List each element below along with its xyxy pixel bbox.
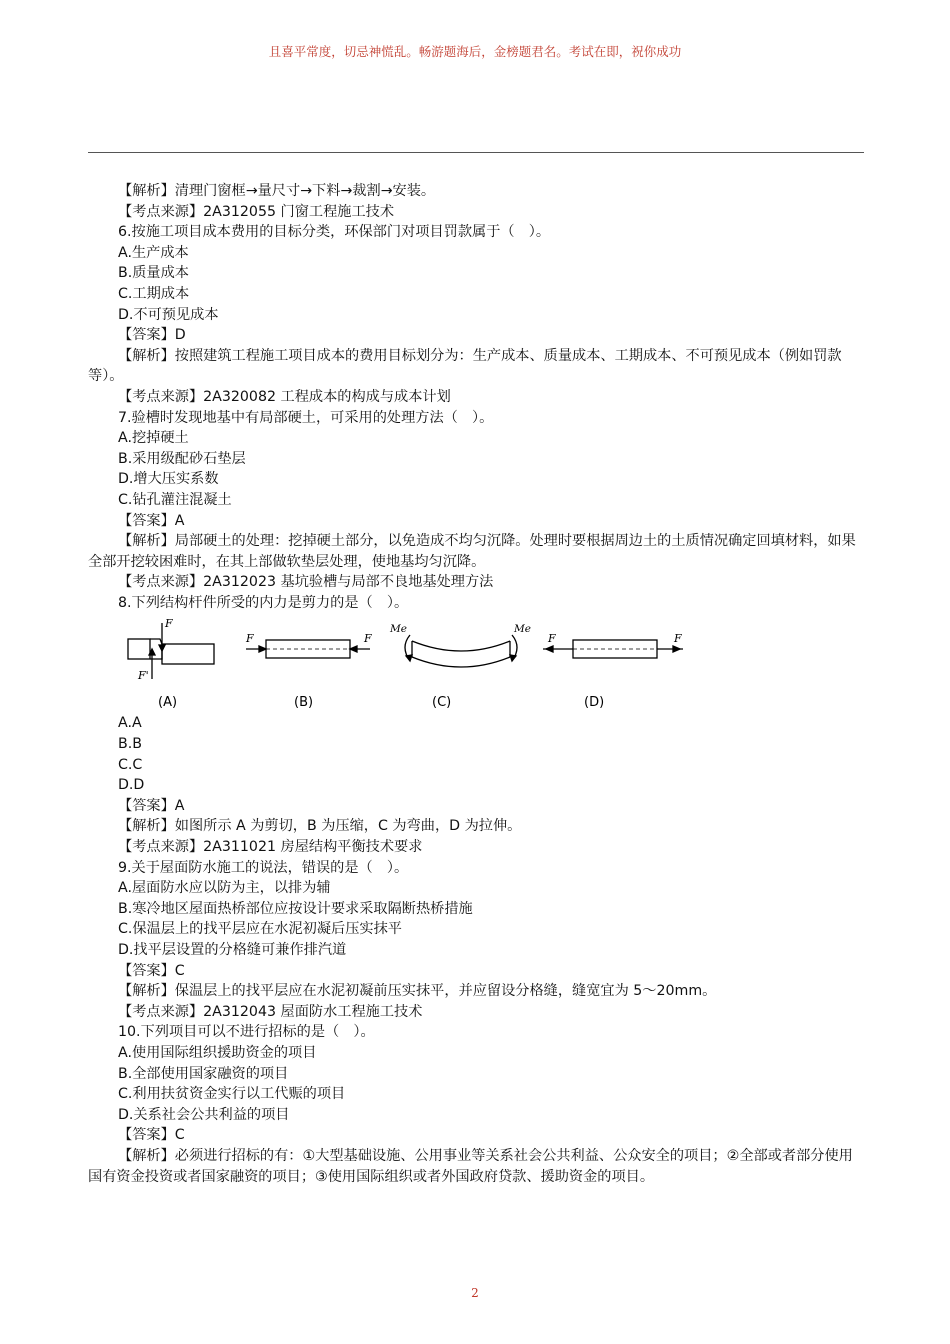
- q7-answer: 【答案】A: [118, 512, 185, 529]
- diagram-c-bending: [405, 635, 517, 667]
- q10-option-a: A.使用国际组织援助资金的项目: [118, 1044, 317, 1061]
- q6-option-a: A.生产成本: [118, 244, 189, 261]
- header-divider: [88, 152, 864, 153]
- q6-analysis: 【解析】按照建筑工程施工项目成本的费用目标划分为：生产成本、质量成本、工期成本、不可预见成本（例如罚款等）。: [88, 347, 842, 385]
- q5-source: 【考点来源】2A312055 门窗工程施工技术: [118, 203, 395, 220]
- q9-analysis: 【解析】保温层上的找平层应在水泥初凝前压实抹平，并应留设分格缝，缝宽宜为 5～20mm。: [118, 983, 717, 1000]
- q7-option-4: C.钻孔灌注混凝土: [118, 491, 232, 508]
- q7-option-1: A.挖掉硬土: [118, 430, 189, 447]
- page-content: [88, 181, 864, 1187]
- q10-answer: 【答案】C: [118, 1127, 185, 1144]
- q9-option-d: D.找平层设置的分格缝可兼作排汽道: [118, 942, 347, 958]
- q6-option-d: D.不可预见成本: [118, 306, 219, 323]
- q6-option-c: C.工期成本: [118, 285, 190, 302]
- q8-option-a: A.A: [118, 715, 142, 732]
- diagram-c-right-moment: Me: [514, 623, 531, 636]
- q8-answer: 【答案】A: [118, 797, 185, 814]
- q7-option-3: D.增大压实系数: [118, 471, 219, 488]
- q8-option-c: C.C: [118, 756, 143, 773]
- q9-stem: 9.关于屋面防水施工的说法，错误的是（ ）。: [118, 859, 409, 876]
- q8-option-b: B.B: [118, 736, 142, 753]
- q7-source: 【考点来源】2A312023 基坑验槽与局部不良地基处理方法: [118, 574, 494, 591]
- q5-analysis: 【解析】清理门窗框→量尺寸→下料→裁割→安装。: [118, 183, 436, 199]
- diagram-b-left-force: F: [246, 632, 254, 646]
- diagram-b-right-force: F: [364, 632, 372, 646]
- q8-option-d: D.D: [118, 777, 145, 794]
- diagram-label-a: (A): [158, 695, 178, 711]
- diagram-label-b: (B): [294, 695, 314, 711]
- q8-stem: 8.下列结构杆件所受的内力是剪力的是（ ）。: [118, 594, 409, 611]
- q10-analysis: 【解析】必须进行招标的有：①大型基础设施、公用事业等关系社会公共利益、公众安全的项目；②全部或者部分使用国有资金投资或者国家融资的项目；③使用国际组织或者外国政府贷款、援助资金的项目。: [88, 1147, 853, 1185]
- q10-stem: 10.下列项目可以不进行招标的是（ ）。: [118, 1024, 375, 1041]
- q9-option-b: B.寒冷地区屋面热桥部位应按设计要求采取隔断热桥措施: [118, 900, 473, 917]
- q8-analysis: 【解析】如图所示 A 为剪切，B 为压缩，C 为弯曲，D 为拉伸。: [118, 818, 522, 835]
- q7-stem: 7.验槽时发现地基中有局部硬土，可采用的处理方法（ ）。: [118, 409, 494, 426]
- q10-option-c: C.利用扶贫资金实行以工代赈的项目: [118, 1086, 346, 1103]
- q9-source: 【考点来源】2A312043 屋面防水工程施工技术: [118, 1003, 423, 1020]
- q7-option-2: B.采用级配砂石垫层: [118, 450, 246, 467]
- q6-source: 【考点来源】2A320082 工程成本的构成与成本计划: [118, 388, 451, 405]
- q10-option-d: D.关系社会公共利益的项目: [118, 1106, 290, 1123]
- q6-option-b: B.质量成本: [118, 265, 189, 282]
- diagram-a-force-prime-label: F': [138, 669, 149, 683]
- diagram-label-d: (D): [584, 695, 605, 711]
- diagram-d-tension: [543, 640, 683, 658]
- page-number: 2: [471, 1286, 479, 1300]
- q6-answer: 【答案】D: [118, 327, 186, 344]
- q7-analysis: 【解析】局部硬土的处理：挖掉硬土部分，以免造成不均匀沉降。处理时要根据周边土的土质情况确定回填材料，如果全部开挖较困难时，在其上部做软垫层处理，使地基均匀沉降。: [88, 533, 856, 570]
- q8-member-force-figure: [88, 613, 864, 713]
- q9-answer: 【答案】C: [118, 962, 185, 979]
- force-diagrams: [118, 617, 718, 713]
- diagram-label-c: (C): [432, 695, 452, 711]
- q9-option-a: A.屋面防水应以防为主，以排为辅: [118, 880, 331, 897]
- diagram-c-left-moment: Me: [390, 623, 407, 636]
- diagram-b-compression: [246, 640, 370, 658]
- q10-option-b: B.全部使用国家融资的项目: [118, 1065, 289, 1082]
- diagram-d-left-force: F: [548, 632, 556, 646]
- q9-option-c: C.保温层上的找平层应在水泥初凝后压实抹平: [118, 921, 402, 938]
- q6-stem: 6.按施工项目成本费用的目标分类，环保部门对项目罚款属于（ ）。: [118, 224, 551, 241]
- diagram-a-force-label: F: [165, 617, 173, 631]
- page-header-motto: 且喜平常度，切忌神慌乱。畅游题海后，金榜题君名。考试在即，祝你成功: [268, 44, 682, 59]
- diagram-d-right-force: F: [674, 632, 682, 646]
- q8-source: 【考点来源】2A311021 房屋结构平衡技术要求: [118, 839, 423, 856]
